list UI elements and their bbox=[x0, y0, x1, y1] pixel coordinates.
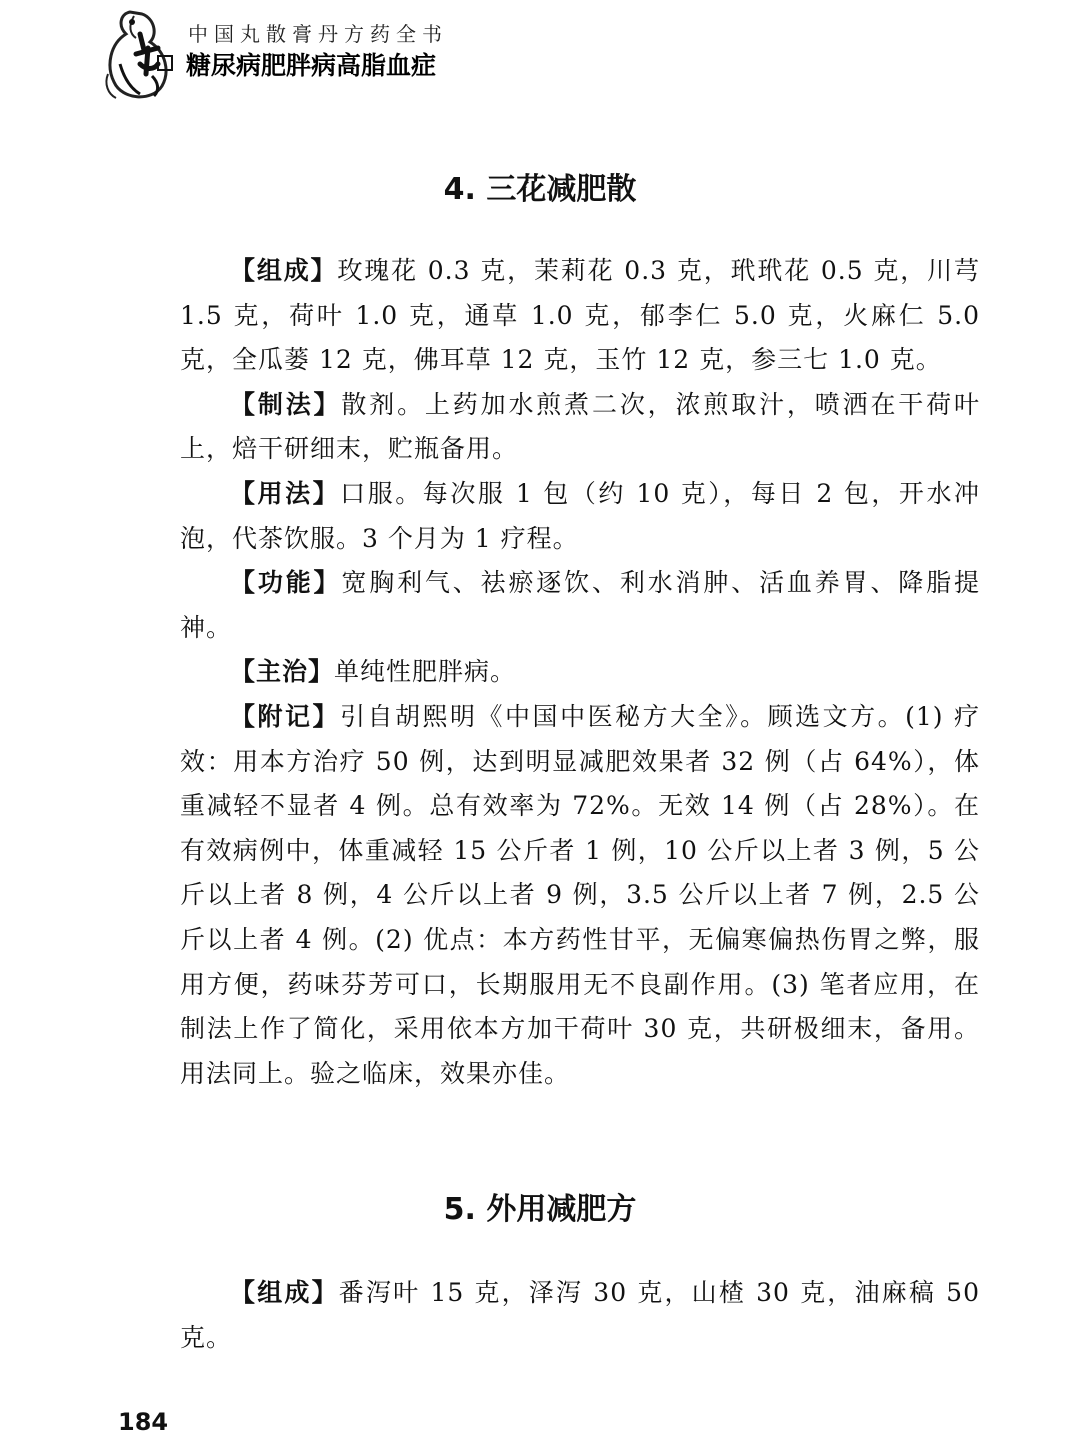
page-number: 184 bbox=[118, 1408, 169, 1436]
gourd-calligraphy-logo-icon bbox=[100, 4, 186, 104]
paragraph-text: 散剂。上药加水煎煮二次，浓煎取汁，喷洒在干荷叶上，焙干研细末，贮瓶备用。 bbox=[180, 389, 980, 464]
paragraph-text: 引自胡熙明《中国中医秘方大全》。顾选文方。(1) 疗效：用本方治疗 50 例，达到明显减肥效果者 32 例（占 64%），体重减轻不显者 4 例。总有效率为 72%。无效 14 例（占 28%）。在有效病例中，体重减轻 15 公斤者 1 例，10 公斤以上者 3 例，5 公斤以上者 8 例，4 公斤以上者 9 例，3.5 公斤以上者 7 例，2.5 公斤以上者 4 例。(2) 优点：本方药性甘平，无偏寒偏热伤胃之弊，服用方便，药味芬芳可口，长期服用无不良副作用。(3) 笔者应用，在制法上作了简化，采用依本方加干荷叶 30 克，共研极细末，备用。用法同上。验之临床，效果亦佳。 bbox=[180, 701, 980, 1088]
paragraph-tag: 【组成】 bbox=[230, 1278, 339, 1307]
paragraph-notes bbox=[180, 695, 980, 1096]
paragraph-indication bbox=[180, 650, 980, 695]
section-title: 4. 三花减肥散 bbox=[443, 172, 637, 207]
paragraph-text: 单纯性肥胖病。 bbox=[334, 657, 517, 687]
paragraph-function bbox=[180, 561, 980, 650]
paragraph-text: 宽胸利气、祛瘀逐饮、利水消肿、活血养胃、降脂提神。 bbox=[180, 568, 980, 642]
paragraph-tag: 【组成】 bbox=[230, 256, 338, 285]
book-title: 糖尿病肥胖病高脂血症 bbox=[186, 51, 437, 80]
paragraph-tag: 【附记】 bbox=[230, 701, 341, 731]
paragraph-tag: 【用法】 bbox=[230, 478, 341, 508]
paragraph-composition bbox=[180, 249, 980, 383]
paragraph-tag: 【主治】 bbox=[230, 657, 335, 687]
section-body bbox=[180, 249, 980, 1096]
paragraph-usage bbox=[180, 472, 980, 561]
paragraph-text: 番泻叶 15 克，泽泻 30 克，山楂 30 克，油麻稿 50 克。 bbox=[180, 1278, 980, 1352]
section-body bbox=[180, 1271, 980, 1360]
running-header bbox=[100, 4, 520, 104]
paragraph-text: 玫瑰花 0.3 克，茉莉花 0.3 克，玳玳花 0.5 克，川芎 1.5 克，荷叶 1.0 克，通草 1.0 克，郁李仁 5.0 克，火麻仁 5.0 克，全瓜蒌 12 克，佛耳草 12 克，玉竹 12 克，参三七 1.0 克。 bbox=[180, 256, 980, 375]
series-title: 中国丸散膏丹方药全书 bbox=[188, 22, 448, 46]
paragraph-preparation bbox=[180, 383, 980, 472]
paragraph-composition bbox=[180, 1271, 980, 1360]
section-title: 5. 外用减肥方 bbox=[443, 1192, 637, 1227]
paragraph-text: 口服。每次服 1 包（约 10 克），每日 2 包，开水冲泡，代茶饮服。3 个月为 1 疗程。 bbox=[180, 478, 980, 553]
paragraph-tag: 【功能】 bbox=[230, 568, 342, 598]
paragraph-tag: 【制法】 bbox=[230, 389, 342, 419]
